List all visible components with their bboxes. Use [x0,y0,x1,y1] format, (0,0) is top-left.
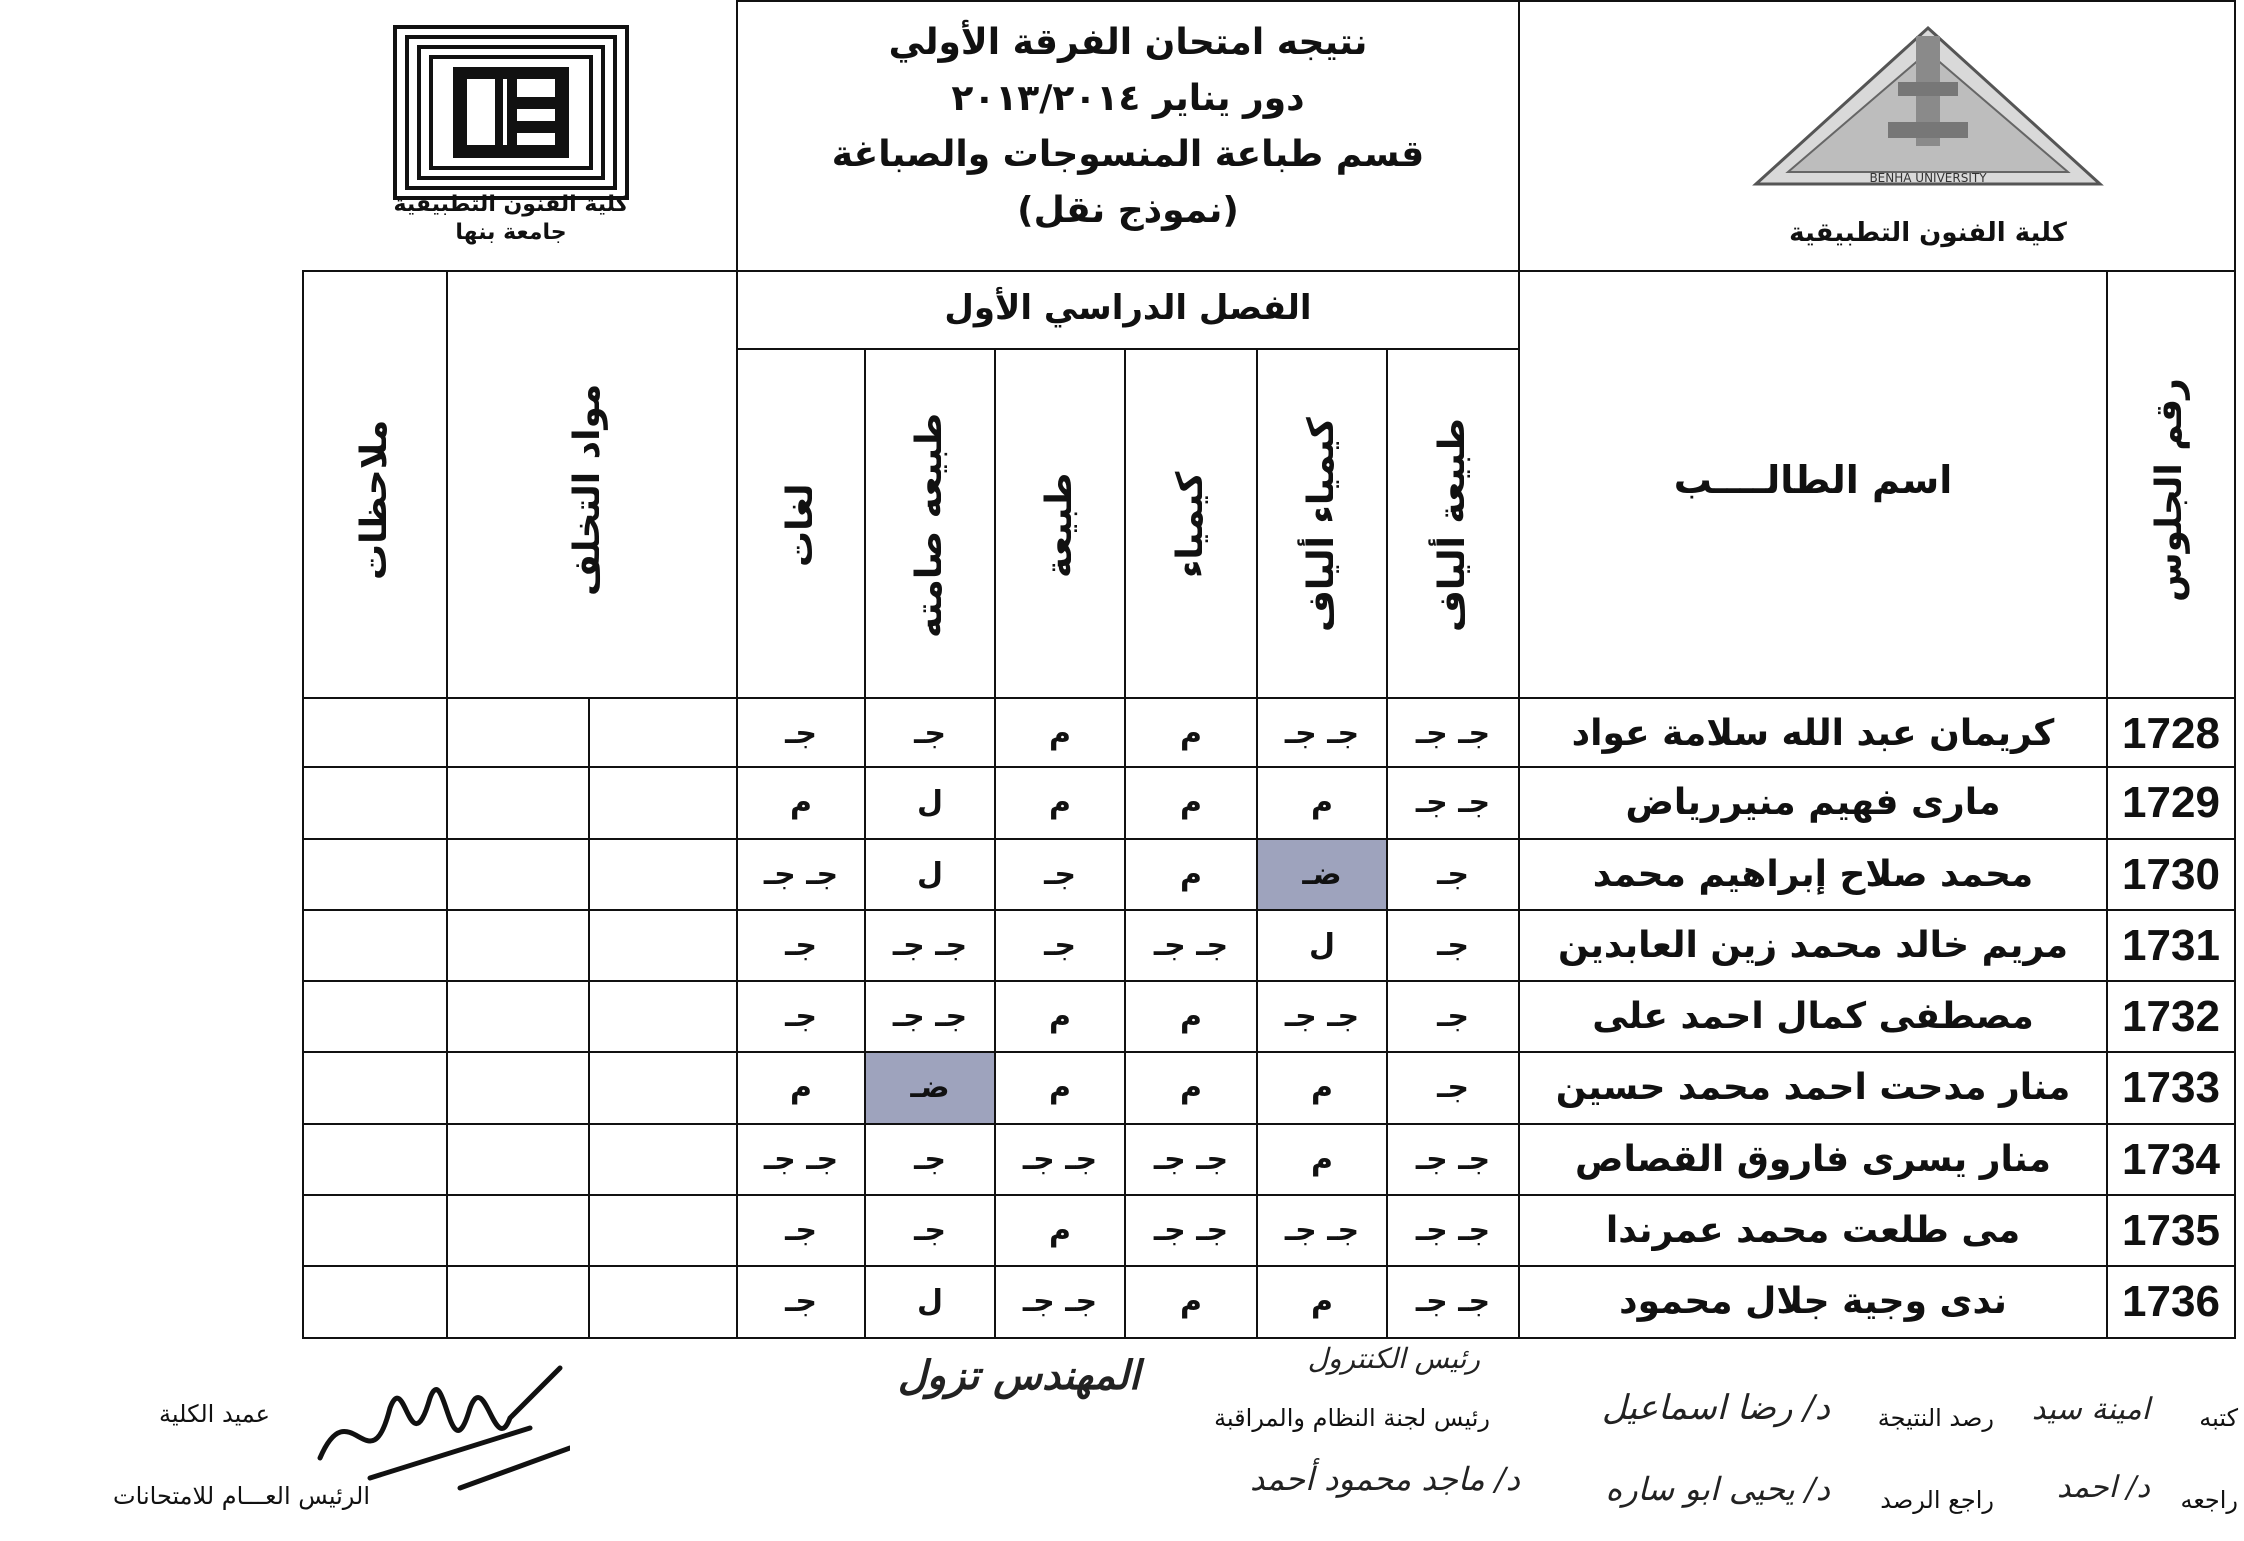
grade-cell: م [1049,785,1071,820]
grade-cell: م [1180,999,1202,1034]
grade-cell: م [790,1070,812,1105]
grade-cell: جـ جـ [1153,1142,1229,1177]
title-line-1: نتيجه امتحان الفرقة الأولي [888,22,1368,63]
signature-mid: المهندس تزول [897,1352,1140,1399]
seat-number: 1736 [2122,1277,2220,1326]
seat-number: 1730 [2122,850,2220,899]
signature-reviewer: د/ احمد [2057,1470,2150,1505]
grade-cell: م [1180,1070,1202,1105]
grade-cell: م [1311,785,1333,820]
student-name: محمد صلاح إبراهيم محمد [1592,854,2034,895]
grade-cell: جـ جـ [892,928,968,963]
student-name: مى طلعت محمد عمرندا [1605,1210,2021,1251]
signature-committee-head: رئيس الكنترول [1307,1342,1480,1375]
subject-header-0: طبيعة ألياف [1432,418,1473,632]
grade-cell: م [1180,716,1202,751]
grade-cell: ل [916,1284,944,1319]
signature-result: د/ رضا اسماعيل [1601,1388,1830,1428]
grade-cell: جـ [1437,857,1469,892]
subject-header-5: لغات [780,483,821,567]
title-line-3: قسم طباعة المنسوجات والصباغة [831,134,1425,175]
student-name: منار مدحت احمد محمد حسين [1555,1067,2071,1108]
student-name: مريم خالد محمد زين العابدين [1557,925,2069,966]
grade-cell: جـ جـ [1153,1213,1229,1248]
col-header-name: اسم الطالــــب [1673,458,1953,502]
grade-cell: جـ جـ [1284,1213,1360,1248]
grade-cell: جـ [785,1284,817,1319]
grade-cell: جـ [785,999,817,1034]
seat-number: 1733 [2122,1063,2220,1112]
student-name: ندى وجية جلال محمود [1619,1281,2007,1322]
grade-cell: جـ جـ [1415,1284,1491,1319]
grade-cell: م [1049,1070,1071,1105]
grade-cell: جـ [914,1142,946,1177]
logo-text: BENHA UNIVERSITY [1869,171,1987,185]
university-logo-right [1748,22,2108,192]
seat-number: 1732 [2122,992,2220,1041]
grade-cell: ل [916,857,944,892]
seat-number: 1735 [2122,1206,2220,1255]
grade-cell: م [1311,1284,1333,1319]
grade-cell: جـ [1437,1070,1469,1105]
title-line-2: دور يناير ٢٠١٣/٢٠١٤ [951,78,1305,119]
seat-number: 1734 [2122,1135,2220,1184]
grade-cell: ل [916,785,944,820]
seat-number: 1728 [2122,709,2220,758]
student-name: كريمان عبد الله سلامة عواد [1571,713,2055,754]
grade-cell: م [1311,1070,1333,1105]
label-committee-head: رئيس لجنة النظام والمراقبة [1214,1404,1490,1432]
grade-cell: م [1049,999,1071,1034]
grade-cell: جـ جـ [1415,785,1491,820]
title-line-4: (نموذج نقل) [1017,190,1239,231]
grade-cell: جـ جـ [763,1142,839,1177]
right-logo-caption: كلية الفنون التطبيقية [1789,218,2067,248]
dean-signature-icon [310,1348,570,1498]
grade-cell: جـ [1044,928,1076,963]
grade-cell: جـ جـ [1415,1213,1491,1248]
col-header-notes: ملاحظات [354,419,395,581]
grade-cell: جـ [914,716,946,751]
grade-cell: م [790,785,812,820]
col-header-seat: رقم الجلوس [2149,378,2190,602]
signature-record-reviewer: د/ يحيى ابو ساره [1605,1470,1830,1508]
college-logo-left [393,25,629,200]
grade-cell: جـ جـ [1153,928,1229,963]
label-reviewed-by: راجعه [2180,1486,2238,1514]
grade-cell: جـ جـ [1022,1284,1098,1319]
grade-cell: جـ [1437,999,1469,1034]
grade-cell: جـ جـ [1284,716,1360,751]
student-name: منار يسرى فاروق القصاص [1575,1139,2051,1180]
label-written-by: كتبه [2199,1404,2238,1432]
grade-cell: جـ جـ [1284,999,1360,1034]
grade-cell: ل [1308,928,1336,963]
grade-cell: م [1311,1142,1333,1177]
grade-cell: ضـ [910,1070,950,1105]
left-logo-caption-2: جامعة بنها [455,220,567,245]
grade-cell: م [1049,1213,1071,1248]
grade-cell: م [1049,716,1071,751]
label-dean: عميد الكلية [159,1400,270,1428]
grade-cell: م [1180,785,1202,820]
subject-header-4: طبيعه صامته [909,412,950,638]
grade-cell: جـ [914,1213,946,1248]
grade-cell: م [1180,857,1202,892]
seat-number: 1731 [2122,921,2220,970]
signature-committee-2: د/ ماجد محمود أحمد [1249,1460,1520,1498]
label-exam-head: الرئيس العـــام للامتحانات [113,1482,370,1510]
student-name: مصطفى كمال احمد على [1592,996,2034,1037]
grade-cell: جـ جـ [1022,1142,1098,1177]
grade-cell: جـ [1044,857,1076,892]
subject-header-1: كيمياء ألياف [1301,417,1342,633]
cg-logo-icon [393,25,629,200]
grade-cell: جـ جـ [1415,716,1491,751]
grade-cell: جـ [1437,928,1469,963]
left-logo-caption-1: كلية الفنون التطبيقية [393,192,629,217]
subject-header-2: كيمياء [1170,471,1211,579]
label-result-recorded: رصد النتيجة [1877,1404,1994,1432]
benha-university-logo-icon [1748,22,2108,192]
semester-header: الفصل الدراسي الأول [944,288,1312,328]
grade-cell: جـ جـ [892,999,968,1034]
grade-cell: جـ [785,928,817,963]
student-name: مارى فهيم منيررياض [1625,782,2001,823]
grade-cell: م [1180,1284,1202,1319]
grade-cell: ضـ [1302,857,1342,892]
label-record-reviewer: راجع الرصد [1880,1486,1994,1514]
grade-cell: جـ [785,1213,817,1248]
subject-header-3: طبيعة [1039,472,1080,578]
grade-cell: جـ جـ [1415,1142,1491,1177]
seat-number: 1729 [2122,778,2220,827]
signature-writer: امينة سيد [2031,1392,2150,1427]
grade-cell: جـ [785,716,817,751]
grade-cell: جـ جـ [763,857,839,892]
col-header-failed: مواد التخلف [567,383,608,597]
